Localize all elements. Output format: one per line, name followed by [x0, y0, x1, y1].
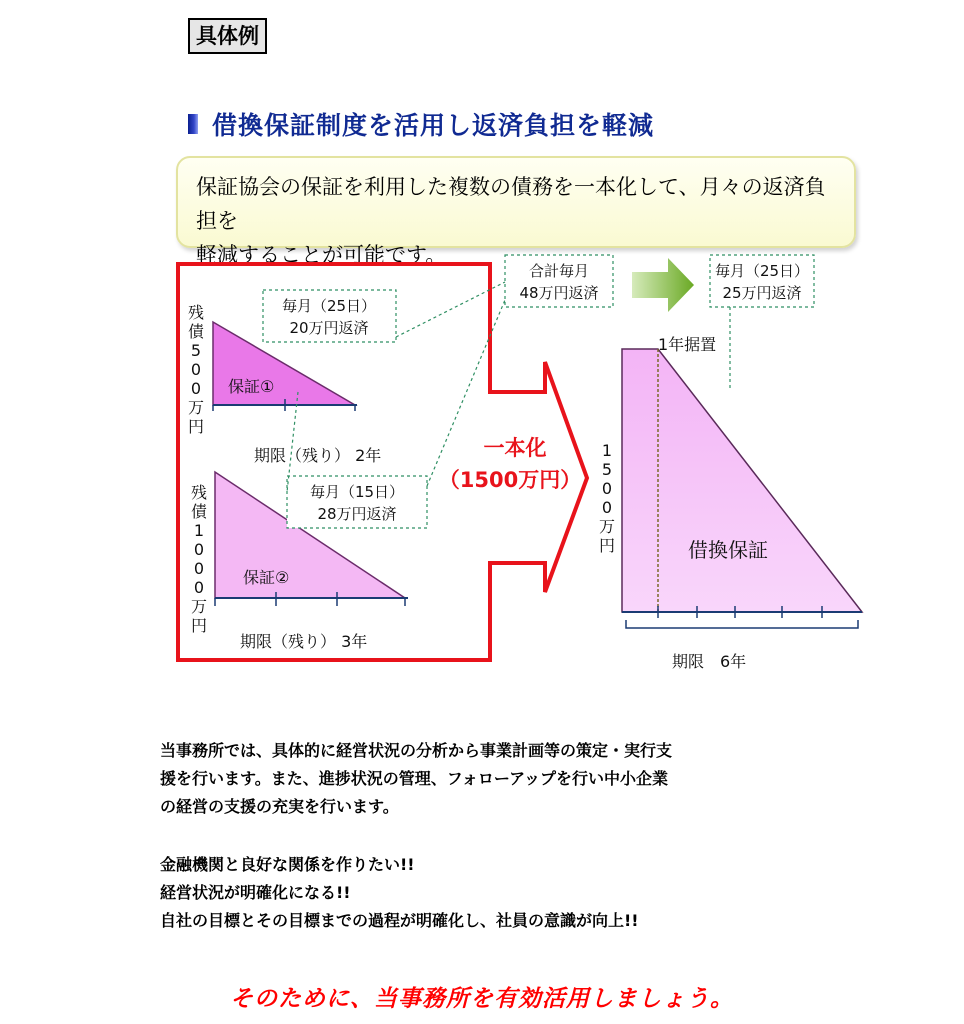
loan1-label: 保証①	[228, 377, 275, 396]
vertical-char: 5	[601, 460, 613, 479]
benefit-item: 自社の目標とその目標までの過程が明確化し、社員の意識が向上!!	[160, 911, 639, 930]
vertical-char: 1	[601, 441, 613, 460]
vertical-char: 0	[601, 498, 613, 517]
callout-line-1: 保証協会の保証を利用した複数の債務を一本化して、月々の返済負担を	[196, 175, 826, 233]
description-line: の経営の支援の充実を行います。	[160, 797, 399, 816]
vertical-char: 万	[598, 517, 616, 536]
vertical-char: 5	[190, 341, 202, 360]
description-line: 当事務所では、具体的に経営状況の分析から事業計画等の策定・実行支	[160, 741, 673, 760]
vertical-char: 残	[187, 303, 205, 322]
vertical-char: 1	[193, 521, 205, 540]
consolidation-amount: （1500万円）	[438, 468, 582, 492]
consolidation-label: 一本化	[483, 436, 547, 460]
vertical-char: 0	[190, 360, 202, 379]
loan1-payment-line1: 毎月（25日）	[281, 297, 377, 315]
green-arrow-icon	[632, 258, 694, 312]
loan2-balance-label	[191, 483, 208, 635]
vertical-char: 円	[187, 417, 205, 436]
new-payment-line2: 25万円返済	[722, 284, 802, 302]
total-payment-line2: 48万円返済	[519, 284, 599, 302]
grace-label: 1年据置	[658, 335, 717, 354]
section-title-text: 借換保証制度を活用し返済負担を軽減	[212, 111, 655, 140]
vertical-char: 0	[601, 479, 613, 498]
vertical-char: 円	[190, 616, 208, 635]
new-payment-line1: 毎月（25日）	[714, 262, 810, 280]
description-line: 援を行います。また、進捗状況の管理、フォローアップを行い中小企業	[160, 769, 669, 788]
new-loan-label: 借換保証	[688, 538, 768, 562]
vertical-char: 円	[598, 536, 616, 555]
loan2-payment-line2: 28万円返済	[317, 505, 397, 523]
term-bracket	[626, 620, 858, 628]
benefit-list	[160, 851, 860, 935]
vertical-char: 0	[190, 379, 202, 398]
loan2-term: 期限（残り） 3年	[240, 632, 368, 651]
loan2-label: 保証②	[243, 568, 290, 587]
description-paragraph	[160, 737, 860, 821]
vertical-char: 万	[187, 398, 205, 417]
loan1-balance-label	[188, 303, 205, 436]
new-loan-amount-label	[599, 441, 615, 555]
vertical-char: 残	[190, 483, 208, 502]
vertical-char: 0	[193, 540, 205, 559]
vertical-char: 万	[190, 597, 208, 616]
closing-slogan: そのために、当事務所を有効活用しましょう。	[230, 986, 734, 1012]
benefit-item: 金融機関と良好な関係を作りたい!!	[160, 855, 415, 874]
loan1-payment-line2: 20万円返済	[289, 319, 369, 337]
loan2-payment-line1: 毎月（15日）	[309, 483, 405, 501]
callout-line-2: 軽減することが可能です。	[196, 243, 447, 267]
vertical-char: 債	[187, 322, 205, 341]
benefit-item: 経営状況が明確化になる!!	[160, 883, 351, 902]
vertical-char: 0	[193, 559, 205, 578]
loan1-term: 期限（残り） 2年	[254, 446, 382, 465]
total-payment-line1: 合計毎月	[528, 262, 590, 280]
vertical-char: 債	[190, 502, 208, 521]
vertical-char: 0	[193, 578, 205, 597]
example-heading: 具体例	[188, 18, 267, 54]
new-loan-term: 期限 6年	[672, 652, 747, 671]
